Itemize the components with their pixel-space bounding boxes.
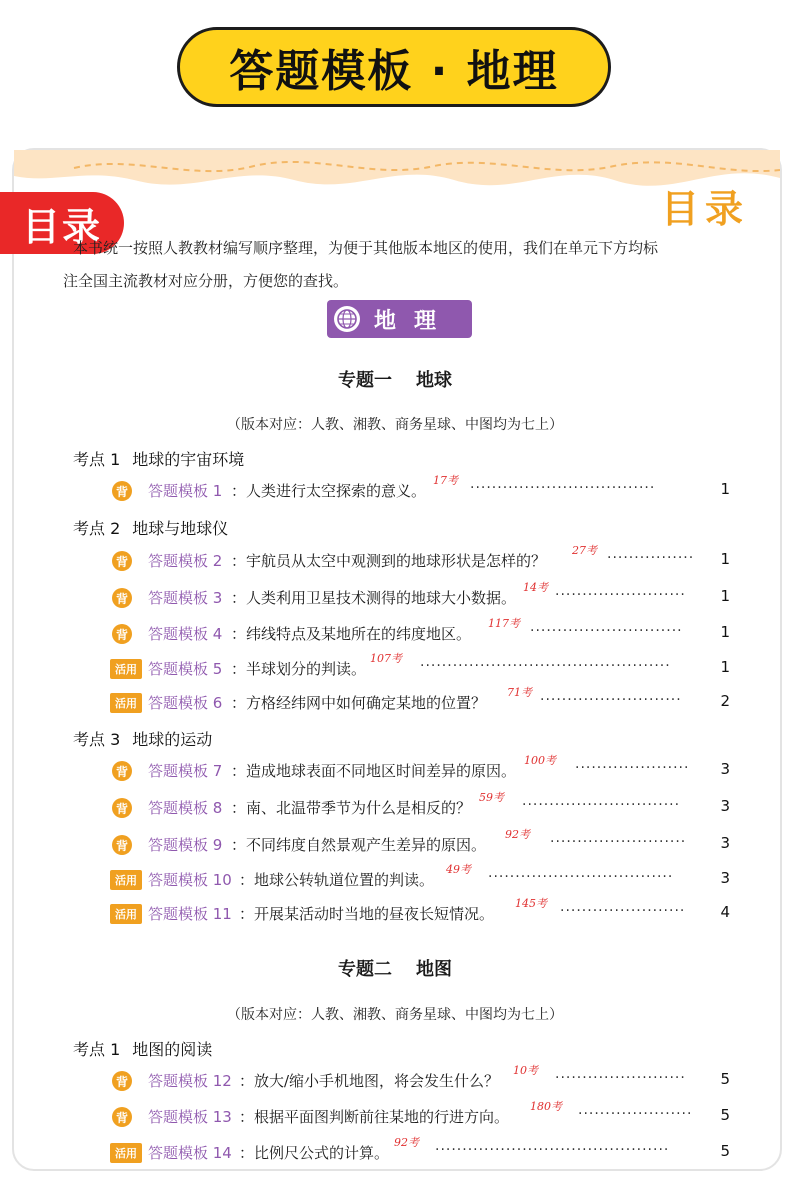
leader-dots: ·························· xyxy=(540,692,682,708)
version-note: （版本对应：人教、湘教、商务星球、中图均为七上） xyxy=(227,1007,563,1023)
subject-label: 地理 xyxy=(374,308,455,334)
entry-title: ：方格经纬网中如何确定某地的位置？ xyxy=(231,694,487,712)
toc-entry[interactable] xyxy=(110,863,730,893)
topic-name: 地图 xyxy=(416,959,452,980)
point-name: 地图的阅读 xyxy=(132,1040,213,1059)
template-name: 答题模板 14 xyxy=(148,1144,232,1162)
toc-entry[interactable] xyxy=(110,754,730,784)
page-number: 1 xyxy=(720,658,730,676)
exam-point xyxy=(73,1037,212,1060)
corner-title-label: 目录 xyxy=(660,187,749,231)
exam-count: 27考 xyxy=(572,544,597,557)
point-name: 地球与地球仪 xyxy=(132,519,229,538)
template-name: 答题模板 12 xyxy=(148,1072,232,1090)
exam-count: 59考 xyxy=(479,791,504,804)
topic-name: 地球 xyxy=(416,370,452,391)
entry-title: ：造成地球表面不同地区时间差异的原因。 xyxy=(231,762,517,780)
toc-entry[interactable] xyxy=(110,1136,730,1166)
toc-corner-title xyxy=(650,178,760,232)
leader-dots: ····················· xyxy=(575,760,690,776)
page-number: 4 xyxy=(720,903,730,921)
exam-point xyxy=(73,447,244,470)
exam-point xyxy=(73,516,228,539)
exam-count: 92考 xyxy=(394,1136,419,1149)
page-number: 3 xyxy=(720,834,730,852)
template-name: 答题模板 9 xyxy=(148,836,223,854)
version-note: （版本对应：人教、湘教、商务星球、中图均为七上） xyxy=(227,417,563,433)
header-banner xyxy=(177,27,611,107)
point-number: 考点 2 xyxy=(73,519,121,538)
entry-title: ：根据平面图判断前往某地的行进方向。 xyxy=(239,1108,510,1126)
point-name: 地球的宇宙环境 xyxy=(132,450,245,469)
point-number: 考点 3 xyxy=(73,730,121,749)
entry-title: ：地球公转轨道位置的判读。 xyxy=(239,871,435,889)
template-name: 答题模板 10 xyxy=(148,871,232,889)
toc-entry[interactable] xyxy=(110,544,730,574)
toc-entry[interactable] xyxy=(110,581,730,611)
entry-title: ：开展某活动时当地的昼夜长短情况。 xyxy=(239,905,495,923)
entry-title: ：人类利用卫星技术测得的地球大小数据。 xyxy=(231,589,517,607)
exam-count: 180考 xyxy=(530,1100,562,1113)
template-name: 答题模板 6 xyxy=(148,694,223,712)
exam-count: 49考 xyxy=(446,863,471,876)
entry-title: ：放大/缩小手机地图，将会发生什么？ xyxy=(239,1072,500,1090)
toc-entry[interactable] xyxy=(110,652,730,682)
page-number: 3 xyxy=(720,797,730,815)
toc-entry[interactable] xyxy=(110,1064,730,1094)
topic-number: 专题一 xyxy=(338,370,392,391)
leader-dots: ·································· xyxy=(470,480,656,496)
exam-count: 17考 xyxy=(433,474,458,487)
template-name: 答题模板 1 xyxy=(148,482,223,500)
point-number: 考点 1 xyxy=(73,450,121,469)
exam-count: 117考 xyxy=(488,617,520,630)
badge: 背 xyxy=(112,588,132,608)
entry-title: ：比例尺公式的计算。 xyxy=(239,1144,390,1162)
entry-title: ：人类进行太空探索的意义。 xyxy=(231,482,427,500)
globe-icon xyxy=(334,306,360,332)
intro-line-1: 本书统一按照人教教材编写顺序整理，为便于其他版本地区的使用，我们在单元下方均标 xyxy=(73,239,659,257)
page-number: 1 xyxy=(720,623,730,641)
badge: 背 xyxy=(112,624,132,644)
template-name: 答题模板 7 xyxy=(148,762,223,780)
exam-count: 107考 xyxy=(370,652,402,665)
page-number: 1 xyxy=(720,480,730,498)
leader-dots: ···························· xyxy=(530,623,683,639)
badge: 背 xyxy=(112,1071,132,1091)
badge: 背 xyxy=(112,798,132,818)
toc-entry[interactable] xyxy=(110,897,730,927)
exam-count: 145考 xyxy=(515,897,547,910)
entry-title: ：纬线特点及某地所在的纬度地区。 xyxy=(231,625,472,643)
exam-count: 14考 xyxy=(523,581,548,594)
badge: 活用 xyxy=(110,904,142,924)
page-number: 3 xyxy=(720,760,730,778)
intro-line-2: 注全国主流教材对应分册，方便您的查找。 xyxy=(63,272,349,290)
banner-title: 答题模板 · 地理 xyxy=(229,46,559,97)
leader-dots: ························· xyxy=(550,834,687,850)
badge: 活用 xyxy=(110,1143,142,1163)
toc-entry[interactable] xyxy=(110,791,730,821)
exam-count: 10考 xyxy=(513,1064,538,1077)
leader-dots: ························ xyxy=(555,587,686,603)
badge: 活用 xyxy=(110,659,142,679)
topic-heading xyxy=(0,366,790,392)
leader-dots: ····························· xyxy=(522,797,681,813)
entry-title: ：宇航员从太空中观测到的地球形状是怎样的？ xyxy=(231,552,547,570)
entry-title: ：南、北温带季节为什么是相反的？ xyxy=(231,799,472,817)
toc-entry[interactable] xyxy=(110,828,730,858)
subject-heading xyxy=(327,300,472,338)
leader-dots: ·············································· xyxy=(420,658,671,674)
page-number: 5 xyxy=(720,1142,730,1160)
entry-title: ：半球划分的判读。 xyxy=(231,660,367,678)
topic-heading xyxy=(0,955,790,981)
leader-dots: ··········································· xyxy=(435,1142,670,1158)
leader-dots: ······················· xyxy=(560,903,686,919)
page-number: 3 xyxy=(720,869,730,887)
point-number: 考点 1 xyxy=(73,1040,121,1059)
template-name: 答题模板 5 xyxy=(148,660,223,678)
badge: 活用 xyxy=(110,693,142,713)
toc-tag-label: 目录 xyxy=(21,204,102,249)
toc-entry[interactable] xyxy=(110,686,730,716)
template-name: 答题模板 11 xyxy=(148,905,232,923)
badge: 背 xyxy=(112,1107,132,1127)
template-name: 答题模板 8 xyxy=(148,799,223,817)
template-name: 答题模板 4 xyxy=(148,625,223,643)
exam-count: 100考 xyxy=(524,754,556,767)
template-name: 答题模板 13 xyxy=(148,1108,232,1126)
badge: 背 xyxy=(112,761,132,781)
page-number: 1 xyxy=(720,550,730,568)
entry-title: ：不同纬度自然景观产生差异的原因。 xyxy=(231,836,487,854)
leader-dots: ····················· xyxy=(578,1106,693,1122)
page-number: 5 xyxy=(720,1106,730,1124)
exam-count: 71考 xyxy=(507,686,532,699)
point-name: 地球的运动 xyxy=(132,730,213,749)
template-name: 答题模板 2 xyxy=(148,552,223,570)
toc-entry[interactable] xyxy=(110,617,730,647)
leader-dots: ························ xyxy=(555,1070,686,1086)
leader-dots: ················ xyxy=(607,550,695,566)
leader-dots: ·································· xyxy=(488,869,674,885)
topic-number: 专题二 xyxy=(338,959,392,980)
badge: 活用 xyxy=(110,870,142,890)
page-number: 5 xyxy=(720,1070,730,1088)
toc-entry[interactable] xyxy=(110,1100,730,1130)
page-number: 1 xyxy=(720,587,730,605)
badge: 背 xyxy=(112,551,132,571)
exam-point xyxy=(73,727,212,750)
badge: 背 xyxy=(112,835,132,855)
toc-entry[interactable] xyxy=(110,474,730,504)
exam-count: 92考 xyxy=(505,828,530,841)
template-name: 答题模板 3 xyxy=(148,589,223,607)
page-number: 2 xyxy=(720,692,730,710)
intro-text xyxy=(63,232,738,298)
badge: 背 xyxy=(112,481,132,501)
